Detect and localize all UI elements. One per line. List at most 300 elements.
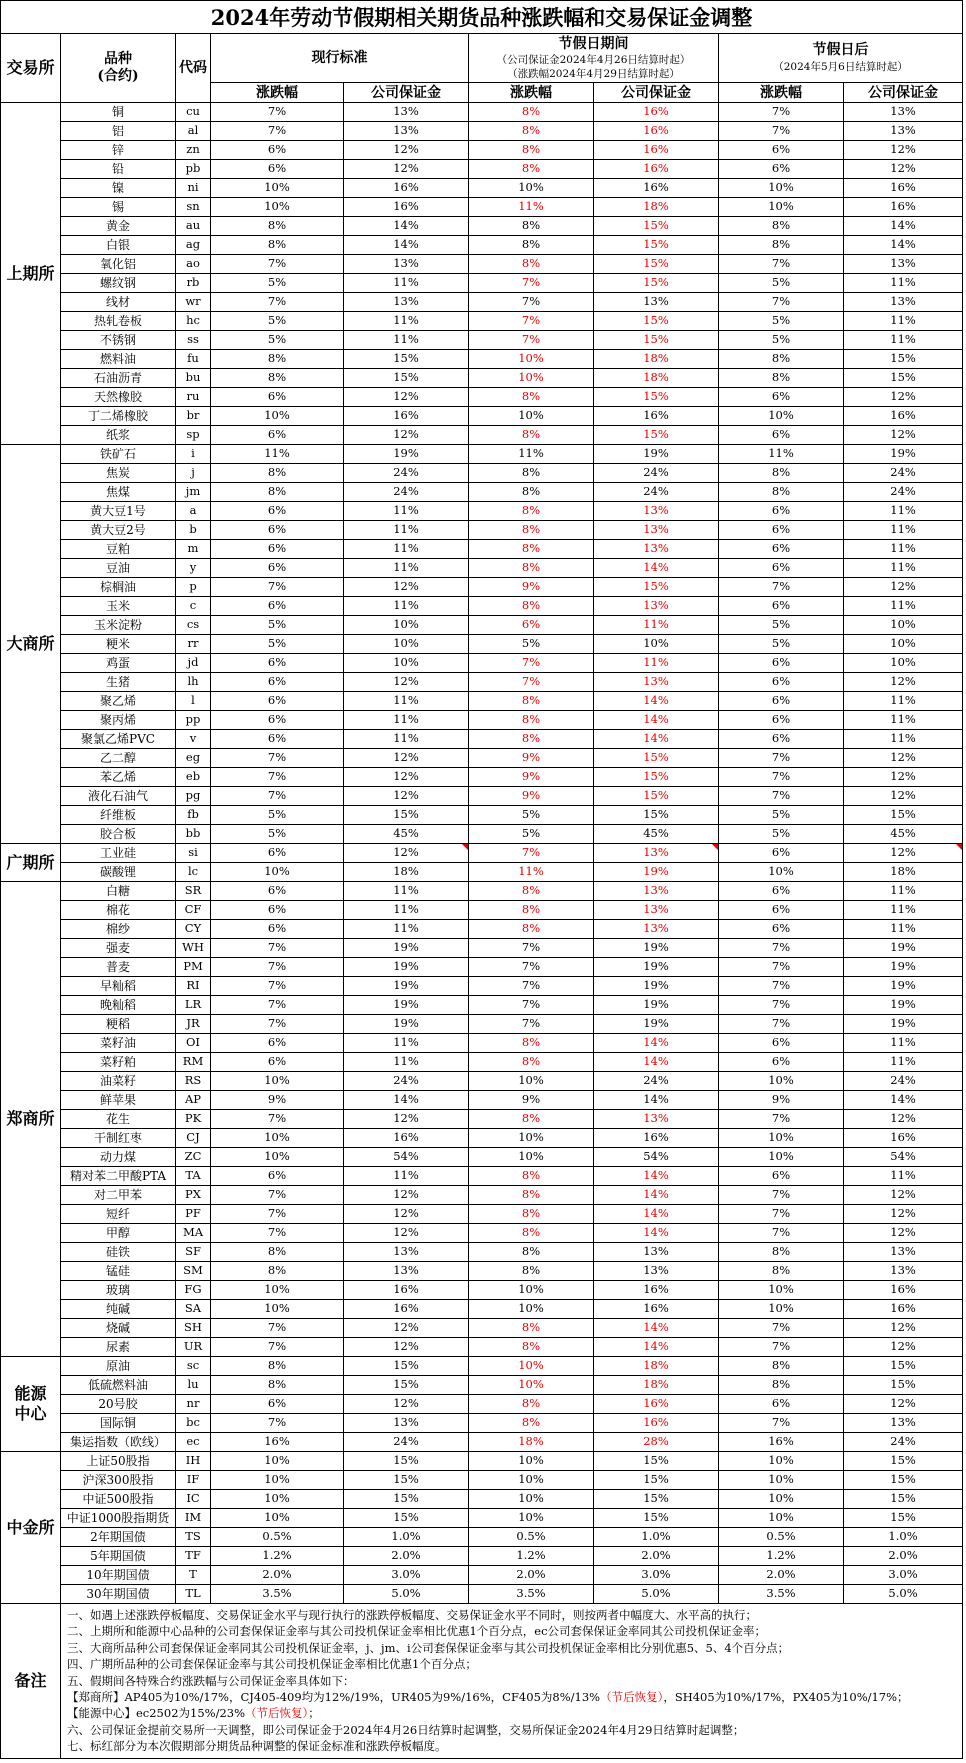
holiday-limit: 8% [469, 920, 594, 939]
holiday-margin: 16% [594, 1129, 719, 1148]
product-code: MA [176, 1224, 211, 1243]
current-margin: 14% [344, 217, 469, 236]
current-limit: 8% [211, 1357, 344, 1376]
product-code: sp [176, 426, 211, 445]
header-holiday-limit: 涨跌幅 [469, 83, 594, 103]
after-margin: 13% [844, 1414, 963, 1433]
table-row [1, 920, 963, 939]
after-margin: 12% [844, 749, 963, 768]
holiday-margin: 11% [594, 616, 719, 635]
holiday-margin: 13% [594, 293, 719, 312]
after-margin: 24% [844, 1433, 963, 1452]
product-code: SA [176, 1300, 211, 1319]
product-name: 棉纱 [61, 920, 176, 939]
product-code: cs [176, 616, 211, 635]
holiday-margin: 13% [594, 901, 719, 920]
product-name: 豆粕 [61, 540, 176, 559]
product-name: 10年期国债 [61, 1566, 176, 1585]
header-current: 现行标准 [211, 34, 469, 83]
current-margin: 5.0% [344, 1585, 469, 1604]
holiday-limit: 7% [469, 312, 594, 331]
product-name: 鸡蛋 [61, 654, 176, 673]
holiday-limit: 8% [469, 521, 594, 540]
holiday-limit: 10% [469, 1376, 594, 1395]
after-margin: 11% [844, 540, 963, 559]
current-limit: 7% [211, 293, 344, 312]
product-code: RI [176, 977, 211, 996]
holiday-margin: 15% [594, 1471, 719, 1490]
after-margin: 11% [844, 274, 963, 293]
after-margin: 11% [844, 692, 963, 711]
product-name: 5年期国债 [61, 1547, 176, 1566]
after-limit: 6% [719, 1053, 844, 1072]
current-limit: 8% [211, 464, 344, 483]
table-row [1, 768, 963, 787]
product-name: 普麦 [61, 958, 176, 977]
after-limit: 7% [719, 255, 844, 274]
product-code: WH [176, 939, 211, 958]
header-product-label: 品种 [104, 50, 132, 67]
holiday-margin: 19% [594, 863, 719, 882]
holiday-limit: 8% [469, 1110, 594, 1129]
holiday-limit: 8% [469, 597, 594, 616]
product-code: JR [176, 1015, 211, 1034]
note-line [67, 1607, 956, 1623]
product-code: wr [176, 293, 211, 312]
current-margin: 12% [344, 1395, 469, 1414]
product-code: ss [176, 331, 211, 350]
product-name: 纸浆 [61, 426, 176, 445]
holiday-limit: 9% [469, 787, 594, 806]
table-row [1, 236, 963, 255]
after-margin: 2.0% [844, 1547, 963, 1566]
product-name: 黄大豆2号 [61, 521, 176, 540]
product-name: 聚丙烯 [61, 711, 176, 730]
product-code: lu [176, 1376, 211, 1395]
after-margin: 14% [844, 236, 963, 255]
product-name: 线材 [61, 293, 176, 312]
product-code: RM [176, 1053, 211, 1072]
current-limit: 11% [211, 445, 344, 464]
after-margin: 11% [844, 901, 963, 920]
after-margin: 19% [844, 996, 963, 1015]
after-margin: 11% [844, 331, 963, 350]
table-row [1, 1072, 963, 1091]
header-holiday-note-margin: （公司保证金2024年4月26日结算时起） [496, 54, 691, 67]
product-name: 白糖 [61, 882, 176, 901]
table-row [1, 331, 963, 350]
holiday-margin: 15% [594, 578, 719, 597]
current-limit: 6% [211, 426, 344, 445]
holiday-limit: 8% [469, 1319, 594, 1338]
holiday-limit: 2.0% [469, 1566, 594, 1585]
after-limit: 10% [719, 1471, 844, 1490]
current-limit: 8% [211, 1243, 344, 1262]
holiday-limit: 10% [469, 1509, 594, 1528]
holiday-limit: 7% [469, 977, 594, 996]
product-name: 20号胶 [61, 1395, 176, 1414]
product-name: 生猪 [61, 673, 176, 692]
table-row [1, 616, 963, 635]
current-margin: 12% [344, 1110, 469, 1129]
holiday-margin: 15% [594, 768, 719, 787]
holiday-margin: 14% [594, 1034, 719, 1053]
holiday-margin: 16% [594, 1395, 719, 1414]
holiday-margin: 24% [594, 1072, 719, 1091]
holiday-margin: 15% [594, 1509, 719, 1528]
holiday-limit: 11% [469, 198, 594, 217]
after-margin: 15% [844, 1471, 963, 1490]
product-name: 焦煤 [61, 483, 176, 502]
table-row [1, 578, 963, 597]
current-margin: 11% [344, 901, 469, 920]
after-limit: 6% [719, 920, 844, 939]
after-margin: 11% [844, 730, 963, 749]
holiday-limit: 8% [469, 730, 594, 749]
table-row [1, 540, 963, 559]
product-code: ag [176, 236, 211, 255]
product-name: 粳米 [61, 635, 176, 654]
product-name: 铜 [61, 103, 176, 122]
product-code: UR [176, 1338, 211, 1357]
product-code: a [176, 502, 211, 521]
holiday-limit: 7% [469, 844, 594, 863]
current-margin: 1.0% [344, 1528, 469, 1547]
table-row [1, 350, 963, 369]
holiday-margin: 16% [594, 1281, 719, 1300]
product-code: IC [176, 1490, 211, 1509]
product-name: 燃料油 [61, 350, 176, 369]
after-limit: 6% [719, 388, 844, 407]
header-product [61, 34, 176, 103]
table-row [1, 1015, 963, 1034]
holiday-limit: 11% [469, 863, 594, 882]
table-row [1, 901, 963, 920]
after-margin: 15% [844, 369, 963, 388]
after-margin: 15% [844, 1452, 963, 1471]
after-limit: 7% [719, 1224, 844, 1243]
current-margin: 12% [344, 844, 469, 863]
after-margin: 10% [844, 654, 963, 673]
exchange-cell: 郑商所 [1, 882, 61, 1357]
table-row [1, 1338, 963, 1357]
table-row [1, 1471, 963, 1490]
product-name: 原油 [61, 1357, 176, 1376]
current-limit: 7% [211, 958, 344, 977]
holiday-margin: 14% [594, 1338, 719, 1357]
holiday-margin: 10% [594, 635, 719, 654]
after-limit: 6% [719, 502, 844, 521]
current-margin: 13% [344, 1243, 469, 1262]
current-margin: 12% [344, 426, 469, 445]
after-margin: 16% [844, 198, 963, 217]
table-row [1, 1509, 963, 1528]
current-limit: 6% [211, 1395, 344, 1414]
product-name: 螺纹钢 [61, 274, 176, 293]
table-row [1, 122, 963, 141]
note-text: 【能源中心】ec2502为15%/23% [67, 1706, 246, 1721]
holiday-limit: 10% [469, 1357, 594, 1376]
holiday-margin: 15% [594, 236, 719, 255]
table-row [1, 1433, 963, 1452]
holiday-limit: 1.2% [469, 1547, 594, 1566]
current-margin: 11% [344, 692, 469, 711]
after-margin: 12% [844, 141, 963, 160]
after-margin: 12% [844, 578, 963, 597]
current-margin: 12% [344, 1205, 469, 1224]
current-limit: 10% [211, 1471, 344, 1490]
after-margin: 16% [844, 179, 963, 198]
table-row [1, 654, 963, 673]
current-limit: 5% [211, 616, 344, 635]
holiday-limit: 5% [469, 635, 594, 654]
after-limit: 5% [719, 635, 844, 654]
after-limit: 7% [719, 1015, 844, 1034]
current-limit: 6% [211, 141, 344, 160]
holiday-margin: 14% [594, 1224, 719, 1243]
after-limit: 6% [719, 160, 844, 179]
product-name: 粳稻 [61, 1015, 176, 1034]
current-margin: 12% [344, 141, 469, 160]
current-margin: 11% [344, 540, 469, 559]
holiday-margin: 14% [594, 711, 719, 730]
note-line [67, 1705, 956, 1721]
current-margin: 11% [344, 559, 469, 578]
current-limit: 10% [211, 1509, 344, 1528]
product-name: 沪深300股指 [61, 1471, 176, 1490]
table-row [1, 787, 963, 806]
header-holiday [469, 34, 719, 83]
note-text: 七、标红部分为本次假期部分期货品种调整的保证金标准和涨跌停板幅度。 [67, 1739, 447, 1754]
product-name: 苯乙烯 [61, 768, 176, 787]
holiday-margin: 18% [594, 350, 719, 369]
after-margin: 13% [844, 255, 963, 274]
current-limit: 5% [211, 312, 344, 331]
after-margin: 3.0% [844, 1566, 963, 1585]
product-name: 丁二烯橡胶 [61, 407, 176, 426]
after-limit: 8% [719, 369, 844, 388]
current-limit: 6% [211, 160, 344, 179]
table-row [1, 1528, 963, 1547]
product-code: ni [176, 179, 211, 198]
after-limit: 10% [719, 1490, 844, 1509]
product-code: PX [176, 1186, 211, 1205]
after-margin: 12% [844, 388, 963, 407]
table-row [1, 1281, 963, 1300]
after-limit: 6% [719, 559, 844, 578]
table-row [1, 445, 963, 464]
holiday-limit: 8% [469, 540, 594, 559]
holiday-limit: 5% [469, 806, 594, 825]
after-limit: 8% [719, 350, 844, 369]
after-margin: 15% [844, 1490, 963, 1509]
table-row [1, 559, 963, 578]
product-name: 甲醇 [61, 1224, 176, 1243]
product-code: j [176, 464, 211, 483]
product-name: 工业硅 [61, 844, 176, 863]
note-text: 三、大商所品种公司套保保证金率同其公司投机保证金率，j、jm、i公司套保保证金率与其公司投机保证金率相比分别优惠5、5、4个百分点； [67, 1640, 790, 1655]
current-limit: 10% [211, 1281, 344, 1300]
product-code: IF [176, 1471, 211, 1490]
after-limit: 7% [719, 1414, 844, 1433]
product-code: bc [176, 1414, 211, 1433]
current-limit: 16% [211, 1433, 344, 1452]
current-margin: 15% [344, 1357, 469, 1376]
product-code: jd [176, 654, 211, 673]
header-after-note: （2024年5月6日结算时起） [773, 60, 908, 73]
holiday-limit: 10% [469, 1148, 594, 1167]
product-name: 玉米 [61, 597, 176, 616]
table-row [1, 1243, 963, 1262]
current-limit: 3.5% [211, 1585, 344, 1604]
note-text: 四、广期所品种的公司套保保证金率与其公司投机保证金率相比优惠1个百分点； [67, 1657, 477, 1672]
current-margin: 16% [344, 1281, 469, 1300]
table-row [1, 1395, 963, 1414]
current-margin: 10% [344, 635, 469, 654]
holiday-limit: 8% [469, 255, 594, 274]
table-row [1, 996, 963, 1015]
current-margin: 12% [344, 1338, 469, 1357]
product-code: zn [176, 141, 211, 160]
product-code: eg [176, 749, 211, 768]
note-line [67, 1656, 956, 1672]
holiday-limit: 10% [469, 1471, 594, 1490]
current-limit: 8% [211, 350, 344, 369]
holiday-margin: 14% [594, 1186, 719, 1205]
current-limit: 7% [211, 578, 344, 597]
after-limit: 16% [719, 1433, 844, 1452]
after-margin: 11% [844, 559, 963, 578]
holiday-margin: 13% [594, 1243, 719, 1262]
after-margin: 24% [844, 1072, 963, 1091]
table-row [1, 958, 963, 977]
holiday-margin: 1.0% [594, 1528, 719, 1547]
current-limit: 7% [211, 1224, 344, 1243]
holiday-margin: 14% [594, 1167, 719, 1186]
table-row [1, 1053, 963, 1072]
table-row [1, 1319, 963, 1338]
holiday-limit: 10% [469, 350, 594, 369]
holiday-margin: 14% [594, 1091, 719, 1110]
product-name: 低硫燃料油 [61, 1376, 176, 1395]
after-limit: 8% [719, 464, 844, 483]
product-code: y [176, 559, 211, 578]
after-limit: 7% [719, 958, 844, 977]
after-margin: 12% [844, 673, 963, 692]
after-margin: 12% [844, 787, 963, 806]
product-code: TL [176, 1585, 211, 1604]
product-code: pb [176, 160, 211, 179]
note-highlight: （节后恢复） [245, 1706, 309, 1721]
product-name: 菜籽粕 [61, 1053, 176, 1072]
holiday-margin: 14% [594, 1205, 719, 1224]
holiday-limit: 8% [469, 692, 594, 711]
product-code: TA [176, 1167, 211, 1186]
table-row [1, 1262, 963, 1281]
holiday-limit: 7% [469, 331, 594, 350]
holiday-limit: 8% [469, 103, 594, 122]
after-limit: 11% [719, 445, 844, 464]
after-margin: 19% [844, 939, 963, 958]
product-name: 豆油 [61, 559, 176, 578]
holiday-limit: 8% [469, 1262, 594, 1281]
note-text: 六、公司保证金提前交易所一天调整，即公司保证金于2024年4月26日结算时起调整，交易所保证金2024年4月29日结算时起调整； [67, 1722, 745, 1737]
holiday-limit: 10% [469, 1490, 594, 1509]
holiday-margin: 54% [594, 1148, 719, 1167]
header-product-sub: (合约) [97, 68, 139, 84]
table-row [1, 521, 963, 540]
holiday-margin: 16% [594, 407, 719, 426]
exchange-cell: 能源中心 [1, 1357, 61, 1452]
after-limit: 8% [719, 1243, 844, 1262]
table-row [1, 198, 963, 217]
table-row [1, 1357, 963, 1376]
holiday-margin: 14% [594, 692, 719, 711]
product-code: IH [176, 1452, 211, 1471]
after-margin: 11% [844, 502, 963, 521]
current-margin: 11% [344, 1053, 469, 1072]
table-row [1, 977, 963, 996]
after-margin: 13% [844, 122, 963, 141]
product-name: 中证500股指 [61, 1490, 176, 1509]
product-name: 对二甲苯 [61, 1186, 176, 1205]
holiday-margin: 14% [594, 1319, 719, 1338]
product-name: 热轧卷板 [61, 312, 176, 331]
after-margin: 16% [844, 407, 963, 426]
after-margin: 18% [844, 863, 963, 882]
after-margin: 11% [844, 920, 963, 939]
after-margin: 19% [844, 958, 963, 977]
current-limit: 7% [211, 103, 344, 122]
current-limit: 5% [211, 825, 344, 844]
holiday-limit: 8% [469, 483, 594, 502]
current-limit: 6% [211, 901, 344, 920]
product-name: 胶合板 [61, 825, 176, 844]
current-limit: 6% [211, 502, 344, 521]
product-code: PM [176, 958, 211, 977]
current-limit: 7% [211, 1186, 344, 1205]
after-limit: 7% [719, 578, 844, 597]
current-limit: 10% [211, 1300, 344, 1319]
after-limit: 5% [719, 616, 844, 635]
product-name: 聚氯乙烯PVC [61, 730, 176, 749]
holiday-limit: 8% [469, 901, 594, 920]
table-row [1, 825, 963, 844]
current-margin: 19% [344, 939, 469, 958]
note-line [67, 1689, 956, 1705]
holiday-margin: 24% [594, 464, 719, 483]
product-name: 菜籽油 [61, 1034, 176, 1053]
table-row [1, 1300, 963, 1319]
current-margin: 11% [344, 1034, 469, 1053]
current-margin: 12% [344, 749, 469, 768]
after-margin: 5.0% [844, 1585, 963, 1604]
current-limit: 10% [211, 407, 344, 426]
holiday-margin: 18% [594, 1357, 719, 1376]
holiday-limit: 10% [469, 1300, 594, 1319]
product-code: m [176, 540, 211, 559]
product-name: 氧化铝 [61, 255, 176, 274]
product-code: ao [176, 255, 211, 274]
holiday-limit: 18% [469, 1433, 594, 1452]
current-limit: 7% [211, 255, 344, 274]
header-current-limit: 涨跌幅 [211, 83, 344, 103]
note-line [67, 1623, 956, 1639]
table-row [1, 711, 963, 730]
after-margin: 11% [844, 597, 963, 616]
after-limit: 6% [719, 1395, 844, 1414]
product-code: SF [176, 1243, 211, 1262]
